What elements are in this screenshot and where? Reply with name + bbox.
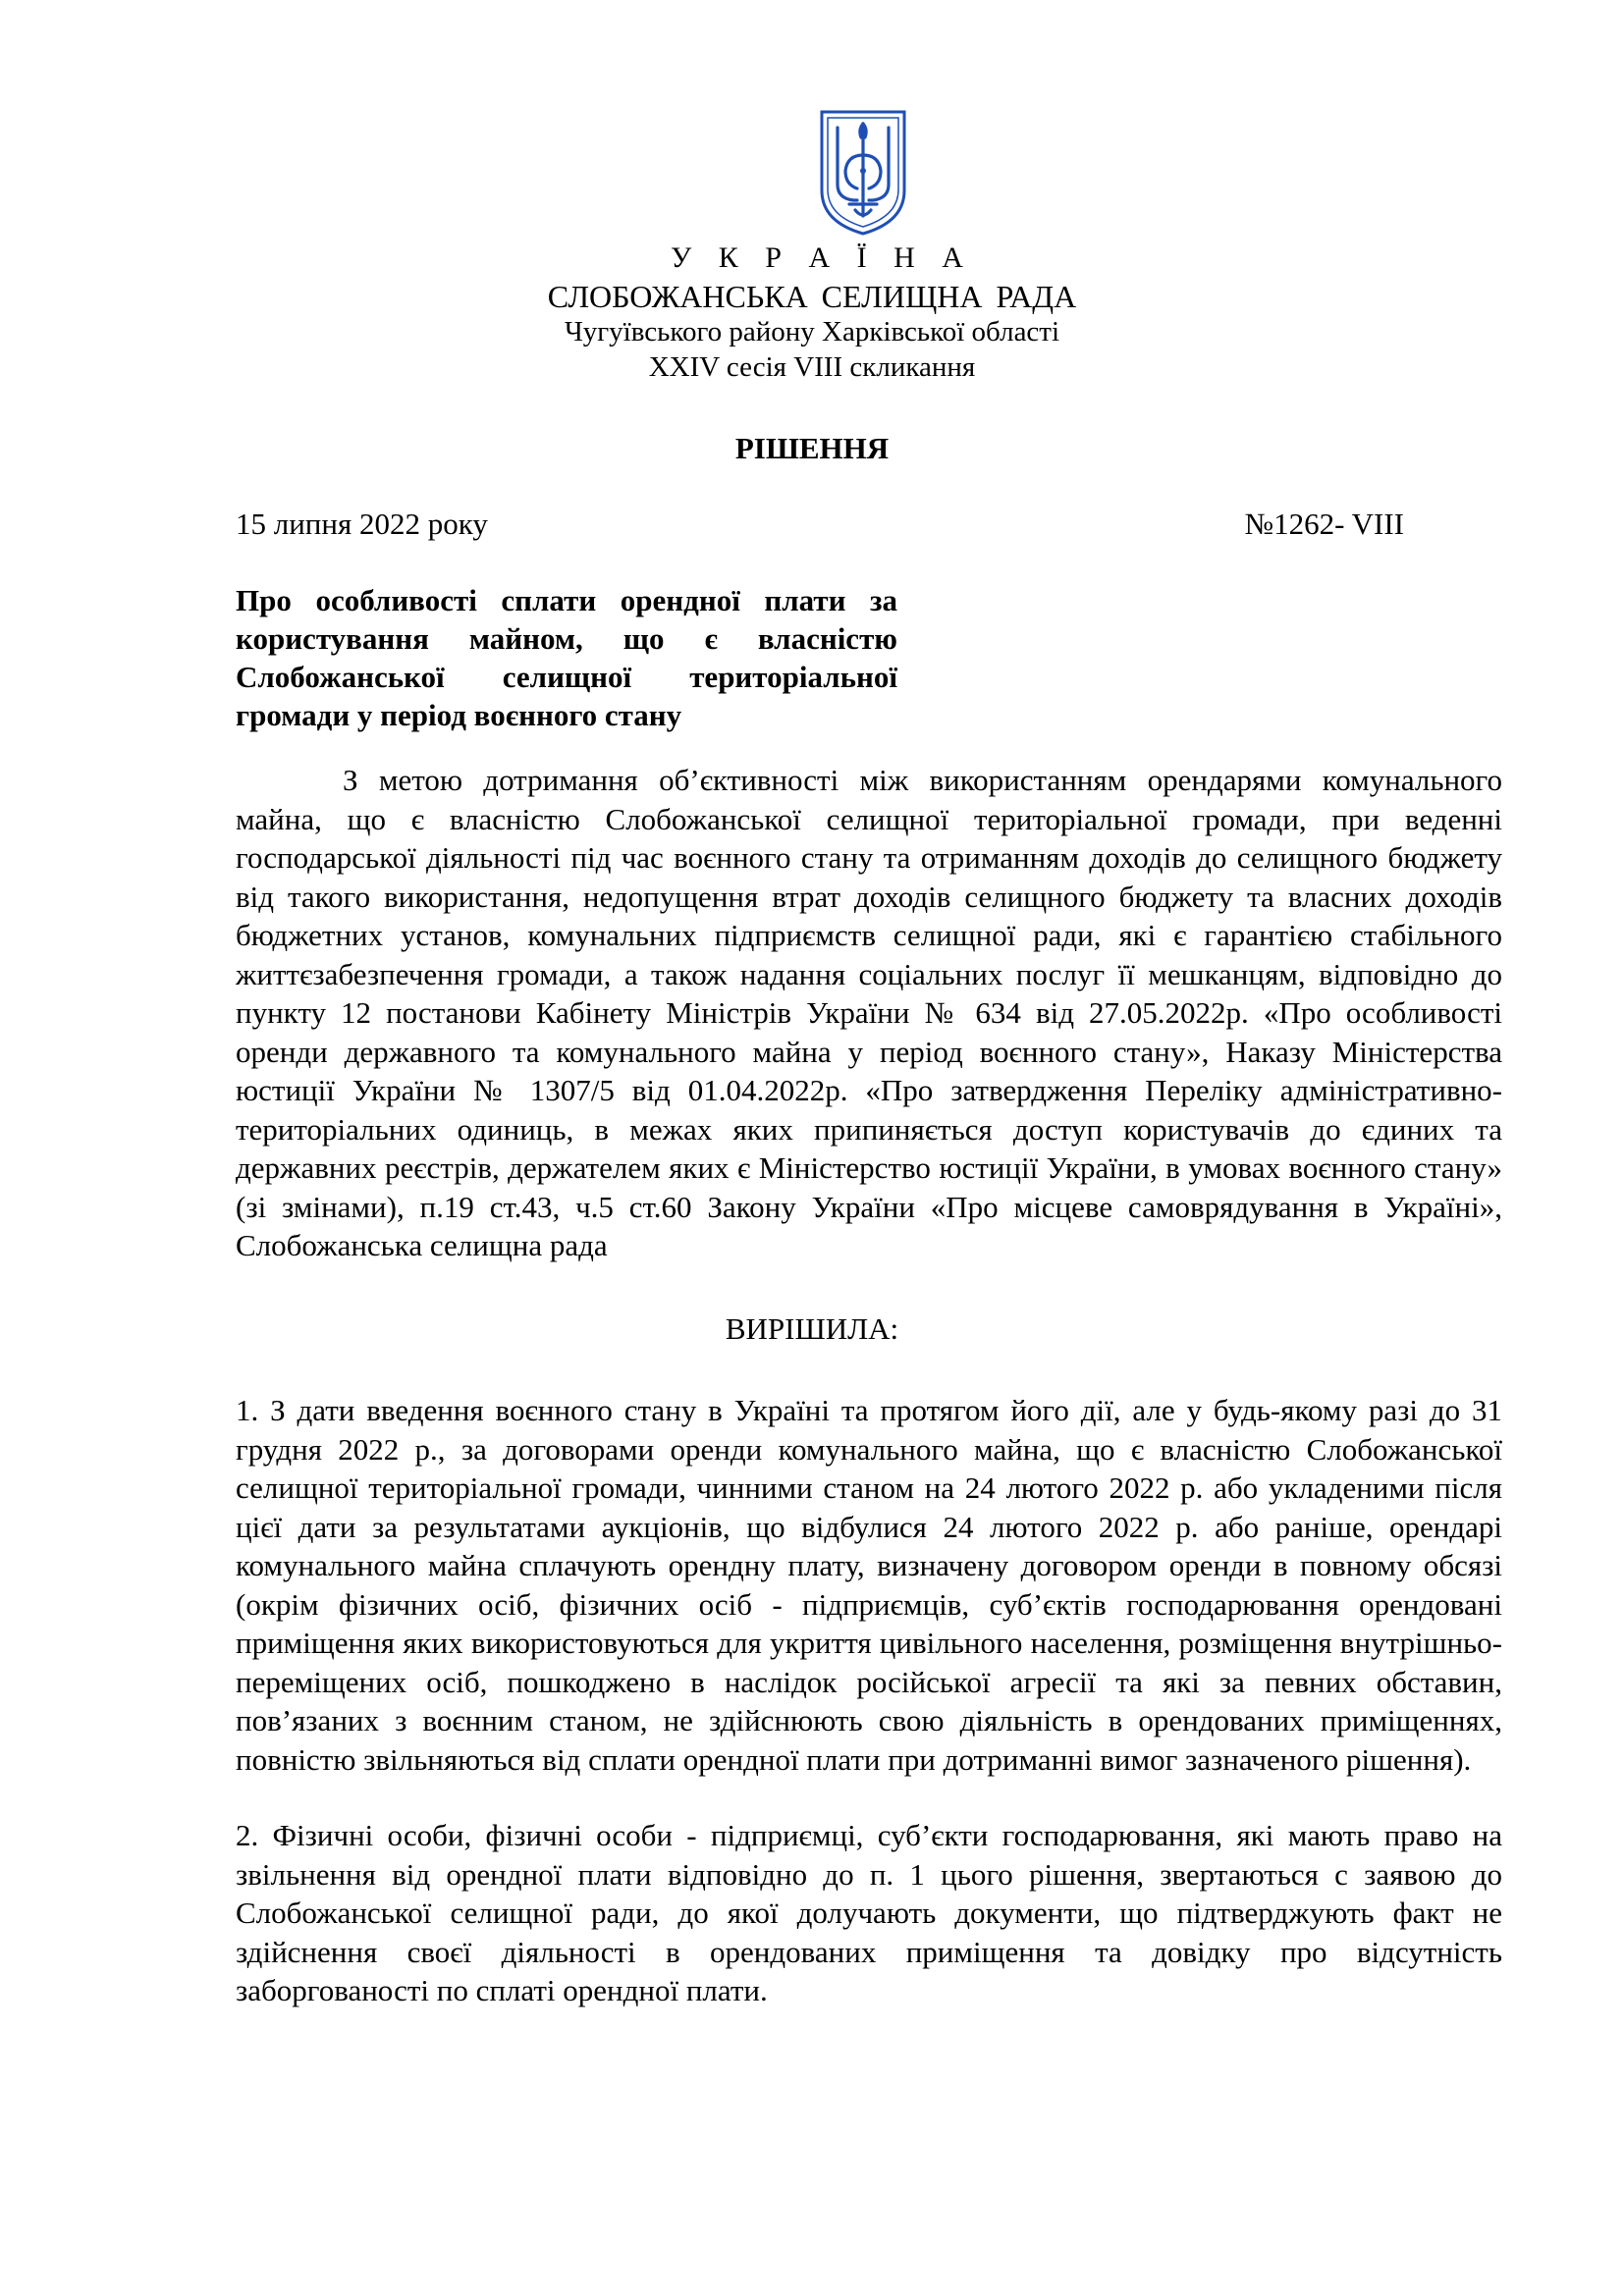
coat-of-arms-icon: [818, 108, 908, 238]
decision-item-1: 1. З дати введення воєнного стану в Україні та протягом його дії, але у будь-якому разі до 31 грудня 2022 р., за договорами оренди комунального майна, що є власністю Слобожанської селищної територіальної громади, чинними станом на 24 лютого 2022 р. або укладеними після цієї дати за результатами аукціонів, що відбулися 24 лютого 2022 р. або раніше, орендарі комунального майна сплачують орендну плату, визначену договором оренди в повному обсязі (окрім фізичних осіб, фізичних осіб - підприємців, суб’єктів господарювання орендовані приміщення яких використовуються для укриття цивільного населення, розміщення внутрішньо-переміщених осіб, пошкоджено в наслідок російської агресії та які за певних обставин, пов’язаних з воєнним станом, не здійснюють свою діяльність в орендованих приміщеннях, повністю звільняються від сплати орендної плати при дотриманні вимог зазначеного рішення).: [236, 1393, 1502, 1777]
decision-item-2: 2. Фізичні особи, фізичні особи - підприємці, суб’єкти господарювання, які мають право на звільнення від орендної плати відповідно до п. 1 цього рішення, звертаються с заявою до Слобожанської селищної ради, до якої долучають документи, що підтверджують факт не здійснення своєї діяльності в орендованих приміщення та довідку про відсутність заборгованості по сплаті орендної плати.: [236, 1818, 1502, 2007]
document-date: 15 липня 2022 року: [236, 507, 488, 541]
council-name: СЛОБОЖАНСЬКА СЕЛИЩНА РАДА: [547, 279, 1077, 314]
document-number: №1262- VIII: [1244, 507, 1404, 541]
document-subject: Про особливості сплати орендної плати за користування майном, що є власністю Слобожанської селищної територіальної громади у період воєнного стану: [236, 583, 897, 732]
session-info: XXIV сесія VIII скликання: [648, 351, 976, 383]
country-name: У К Р А Ї Н А: [671, 241, 973, 274]
document-type-title: РІШЕННЯ: [734, 431, 890, 465]
district-name: Чугуївського району Харківської області: [564, 316, 1060, 347]
decided-heading: ВИРІШИЛА:: [725, 1311, 899, 1346]
preamble-paragraph: З метою дотримання об’єктивності між використанням орендарями комунального майна, що є власністю Слобожанської селищної територіальної громади, при веденні господарської діяльності під час воєнного стану та отриманням доходів до селищного бюджету від такого використання, недопущення втрат доходів селищного бюджету та власних доходів бюджетних установ, комунальних підприємств селищної ради, які є гарантією стабільного життєзабезпечення громади, а також надання соціальних послуг її мешканцям, відповідно до пункту 12 постанови Кабінету Міністрів України № 634 від 27.05.2022р. «Про особливості оренди державного та комунального майна у період воєнного стану», Наказу Міністерства юстиції України № 1307/5 від 01.04.2022р. «Про затвердження Переліку адміністративно-територіальних одиниць, в межах яких припиняється доступ користувачів до єдиних та державних реєстрів, держателем яких є Міністерство юстиції України, в умовах воєнного стану» (зі змінами), п.19 ст.43, ч.5 ст.60 Закону України «Про місцеве самоврядування в Україні», Слобожанська селищна рада: [236, 763, 1502, 1262]
